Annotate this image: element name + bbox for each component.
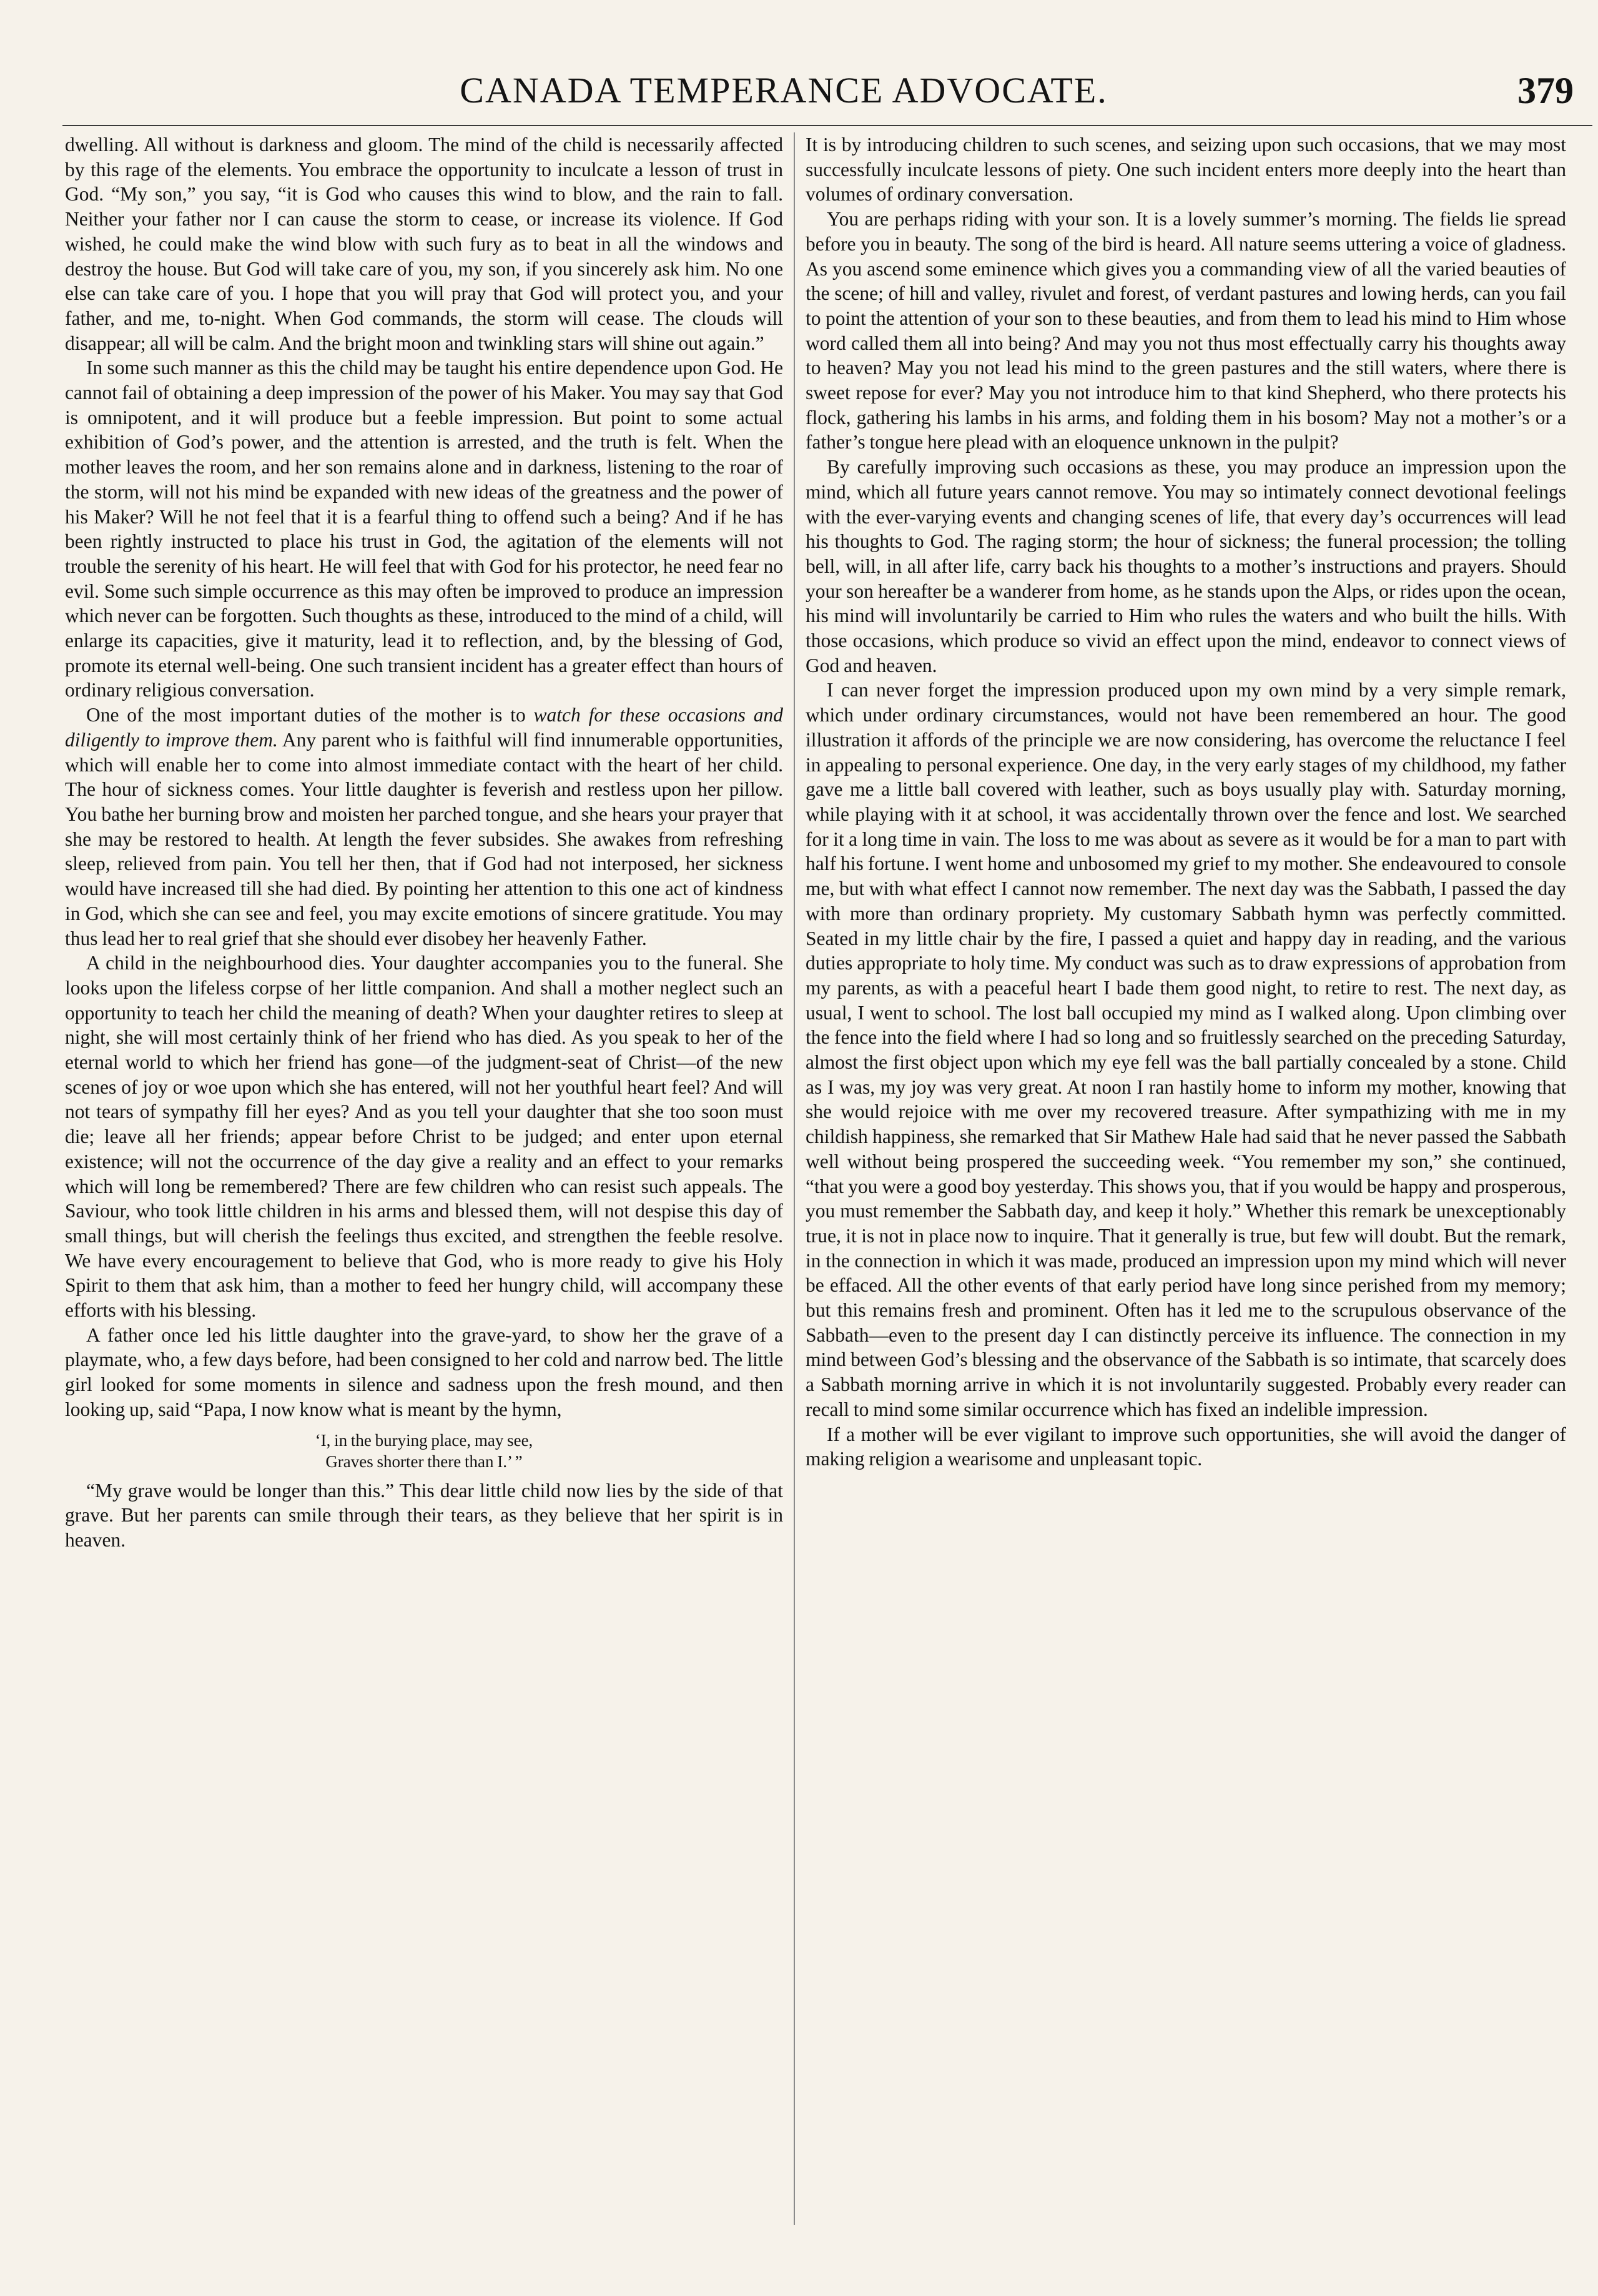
hymn-quote xyxy=(65,1430,783,1472)
paragraph: If a mother will be ever vigilant to improve such opportunities, she will avoid the danger of making religion a wearisome and unpleasant topic. xyxy=(806,1423,1566,1470)
column-divider xyxy=(794,132,795,2225)
paragraph: In some such manner as this the child may be taught his entire dependence upon God. He cannot fail of obtaining a deep impression of the power of his Maker. You may say that God is omnipotent, and it will produce but a feeble impression. But point to some actual exhibition of God’s power, and the attention is arrested, and the truth is felt. When the mother leaves the room, and her son remains alone and in darkness, listening to the roar of the storm, will not his mind be expanded with new ideas of the greatness and the power of his Maker? Will he not feel that it is a fearful thing to offend such a being? And if he has been rightly instructed to place his trust in God, the agitation of the elements will not trouble the serenity of his heart. He will feel that with God for his protector, he need fear no evil. Some such simple occurrence as this may often be improved to produce an impression which never can be forgotten. Such thoughts as these, introduced to the mind of a child, will enlarge its capacities, give it maturity, lead it to reflection, and, by the blessing of God, promote its eternal well-being. One such transient incident has a greater effect than hours of ordinary religious conversation. xyxy=(65,357,783,701)
paragraph: A father once led his little daughter into the grave-yard, to show her the grave of a playmate, who, a few days before, had been consigned to her cold and narrow bed. The little girl looked for some moments in silence and sadness upon the fresh mound, and then looking up, said “Papa, I now know what is meant by the hymn, xyxy=(65,1324,783,1420)
page-number: 379 xyxy=(1517,70,1574,111)
paragraph: You are perhaps riding with your son. It is a lovely summer’s morning. The fields lie spread before you in beauty. The song of the bird is heard. All nature seems uttering a voice of gladness. As you ascend some eminence which gives you a commanding view of all the varied beauties of the scene; of hill and valley, rivulet and forest, of verdant pastures and lowing herds, can you fail to point the attention of your son to these beauties, and from them to lead his mind to Him whose word called them all into being? And may you not thus most effectually carry his thoughts away to heaven? May you not lead his mind to the green pastures and the still waters, where there is sweet repose for ever? May you not introduce him to that kind Shepherd, who there protects his flock, gathering his lambs in his arms, and folding them in his bosom? May not a mother’s or a father’s tongue here plead with an eloquence unknown in the pulpit? xyxy=(806,208,1566,453)
masthead-title: CANADA TEMPERANCE ADVOCATE. xyxy=(460,70,1108,111)
verse-line: Graves shorter there than I.’ ” xyxy=(325,1452,523,1471)
paragraph: A child in the neighbourhood dies. Your daughter accompanies you to the funeral. She looks upon the lifeless corpse of her little companion. And shall a mother neglect such an opportunity to teach her child the meaning of death? When your daughter retires to sleep at night, she will most certainly think of her friend who has died. As you speak to her of the eternal world to which her friend has gone—of the judgment-seat of Christ—of the new scenes of joy or woe upon which she has entered, will not her youthful heart feel? And will not tears of sympathy fill her eyes? And as you tell your daughter that she too soon must die; leave all her friends; appear before Christ to be judged; and enter upon eternal existence; will not the occurrence of the day give a reality and an effect to your remarks which will long be remembered? There are few children who can resist such appeals. The Saviour, who took little children in his arms and blessed them, will not despise this day of small things, but will cherish the feelings thus excited, and strengthen the feeble resolve. We have every encouragement to believe that God, who is more ready to give his Holy Spirit to them that ask him, than a mother to feed her hungry child, will accompany these efforts with his blessing. xyxy=(65,952,783,1322)
page-header xyxy=(62,69,1598,119)
paragraph: dwelling. All without is darkness and gloom. The mind of the child is necessarily affected by this rage of the elements. You embrace the opportunity to inculcate a lesson of trust in God. “My son,” you say, “it is God who causes this wind to blow, and the rain to fall. Neither your father nor I can cause the storm to cease, or increase its violence. If God wished, he could make the wind blow with such fury as to beat in all the windows and destroy the house. But God will take care of you, my son, if you sincerely ask him. No one else can take care of you. I hope that you will pray that God will protect you, and your father, and me, to-night. When God commands, the storm will cease. The clouds will disappear; all will be calm. And the bright moon and twinkling stars will shine out again.” xyxy=(65,134,783,354)
paragraph: By carefully improving such occasions as these, you may produce an impression upon the mind, which all future years cannot remove. You may so intimately connect devotional feelings with the ever-varying events and changing scenes of life, that every day’s occurrences will lead his thoughts to God. The raging storm; the hour of sickness; the funeral procession; the tolling bell, will, in all after life, carry back his thoughts to a mother’s instructions and prayers. Should your son hereafter be a wanderer from home, as he stands upon the Alps, or rides upon the ocean, his mind will involuntarily be carried to Him who rules the waters and who built the hills. With those occasions, which produce so vivid an effect upon the mind, endeavor to connect views of God and heaven. xyxy=(806,456,1566,676)
emphasis-text: watch for these occasions and diligently to improve them. xyxy=(65,704,783,751)
header-rule xyxy=(62,125,1592,126)
paragraph xyxy=(65,703,783,951)
verse-line: ‘I, in the burying place, may see, xyxy=(315,1430,533,1450)
paragraph: “My grave would be longer than this.” This dear little child now lies by the side of that grave. But her parents can smile through their tears, as they believe that her spirit is in heaven. xyxy=(65,1479,783,1551)
left-column xyxy=(65,132,783,2237)
paragraph-text: Any parent who is faithful will find innumerable opportunities, which will enable her to come into almost immediate contact with the heart of her child. The hour of sickness comes. Your little daughter is feverish and restless upon her pillow. You bathe her burning brow and moisten her parched tongue, and she hears your prayer that she may be restored to health. At length the fever subsides. She awakes from refreshing sleep, relieved from pain. You tell her then, that if God had not interposed, her sickness would have increased till she had died. By pointing her attention to this one act of kindness in God, which she can see and feel, you may excite emotions of sincere gratitude. You may thus lead her to real grief that she should ever disobey her heavenly Father. xyxy=(65,728,783,949)
paragraph-text: One of the most important duties of the mother is to xyxy=(86,704,534,726)
right-column xyxy=(806,132,1566,2237)
paragraph: I can never forget the impression produced upon my own mind by a very simple remark, which under ordinary circumstances, would not have been remembered an hour. The good illustration it affords of the principle we are now considering, has overcome the reluctance I feel in appealing to personal experience. One day, in the very early stages of my childhood, my father gave me a little ball covered with leather, such as boys usually play with. Saturday morning, while playing with it at school, it was accidentally thrown over the fence and lost. We searched for it a long time in vain. The loss to me was about as severe as it would be for a man to part with half his fortune. I went home and unbosomed my grief to my mother. She endeavoured to console me, but with what effect I cannot now remember. The next day was the Sabbath, I passed the day with more than ordinary propriety. My customary Sabbath hymn was perfectly committed. Seated in my little chair by the fire, I passed a quiet and happy day in reading, and the various duties appropriate to holy time. My conduct was such as to draw expressions of approbation from my parents, as with a peaceful heart I bade them good night, to retire to rest. The next day, as usual, I went to school. The lost ball occupied my mind as I walked along. Upon climbing over the fence into the field where I had so long and so fruitlessly searched on the preceding Saturday, almost the first object upon which my eye fell was the ball partially concealed by a stone. Child as I was, my joy was very great. At noon I ran hastily home to inform my mother, knowing that she would rejoice with me over my recovered treasure. After sympathizing with me in my childish happiness, she remarked that Sir Mathew Hale had said that he never passed the Sabbath well without being prospered the succeeding week. “You remember my son,” she continued, “that you were a good boy yesterday. This shows you, that if you would be happy and prosperous, you must remember the Sabbath day, and keep it holy.” Whether this remark be unexceptionably true, it is not in place now to inquire. That it generally is true, but few will doubt. But the remark, in the connection in which it was made, produced an impression upon my mind which will never be effaced. All the other events of that early period have long since perished from my memory; but this remains fresh and prominent. Often has it led me to the scrupulous observance of the Sabbath—even to the present day I can distinctly perceive its influence. The connection in my mind between God’s blessing and the observance of the Sabbath is so intimate, that scarcely does a Sabbath morning arrive in which it is not involuntarily suggested. Probably every reader can recall to mind some similar occurrence which has fixed an indelible impression. xyxy=(806,679,1566,1420)
paragraph: It is by introducing children to such scenes, and seizing upon such occasions, that we may most successfully inculcate lessons of piety. One such incident enters more deeply into the heart than volumes of ordinary conversation. xyxy=(806,134,1566,205)
